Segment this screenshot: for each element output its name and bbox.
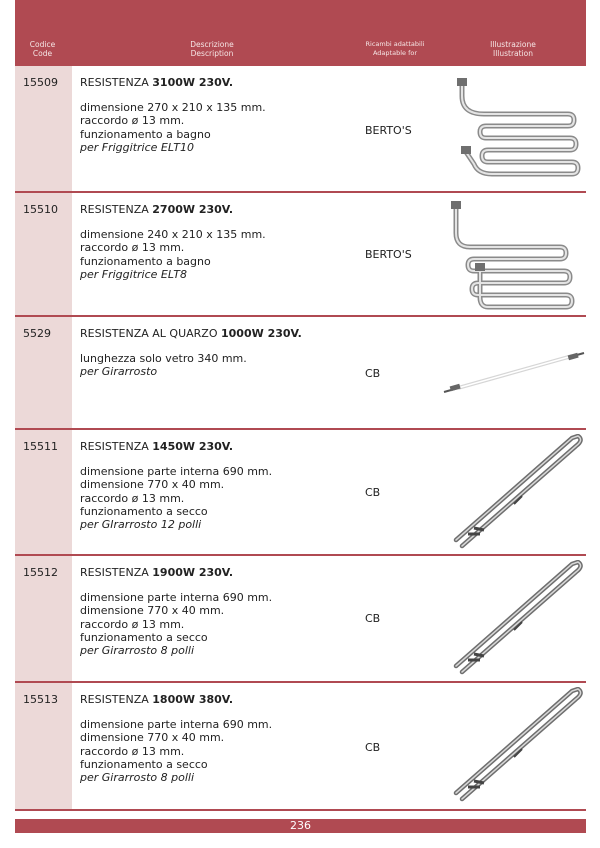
title-prefix: RESISTENZA bbox=[80, 203, 153, 216]
detail-line: dimensione 270 x 210 x 135 mm. bbox=[80, 101, 266, 114]
table-row bbox=[15, 193, 586, 317]
product-title bbox=[80, 693, 233, 706]
u-shaped-heating-element-icon bbox=[440, 434, 586, 552]
product-details bbox=[80, 101, 266, 154]
header-illustration bbox=[460, 40, 566, 58]
detail-line: dimensione 770 x 40 mm. bbox=[80, 731, 225, 745]
header-adapt-it: Ricambi adattabili bbox=[365, 40, 425, 48]
detail-line: raccordo ø 13 mm. bbox=[80, 491, 185, 505]
product-code: 5529 bbox=[23, 327, 51, 340]
product-code: 15511 bbox=[23, 440, 58, 453]
detail-usage: per Girarrosto bbox=[80, 365, 158, 379]
product-details bbox=[80, 465, 272, 531]
detail-line: funzionamento a bagno bbox=[80, 254, 211, 268]
detail-line: raccordo ø 13 mm. bbox=[80, 744, 185, 758]
adaptable-brand: BERTO'S bbox=[365, 124, 412, 137]
detail-line: funzionamento a secco bbox=[80, 504, 208, 518]
product-code: 15510 bbox=[23, 203, 58, 216]
detail-usage: per Girarrosto 8 polli bbox=[80, 771, 195, 785]
u-shaped-heating-element-icon bbox=[440, 560, 586, 678]
detail-usage: per GIrarrosto 12 polli bbox=[80, 518, 202, 532]
product-details bbox=[80, 591, 272, 657]
product-details bbox=[80, 352, 247, 379]
detail-usage: per Girarrosto 8 polli bbox=[80, 644, 195, 658]
adaptable-brand: BERTO'S bbox=[365, 248, 412, 261]
detail-line: dimensione 770 x 40 mm. bbox=[80, 478, 225, 492]
title-rating: 1900W 230V. bbox=[152, 566, 234, 579]
header-code-en: Code bbox=[32, 49, 53, 58]
quartz-tube-element-icon bbox=[440, 321, 586, 421]
header-code bbox=[15, 40, 70, 58]
header-code-it: Codice bbox=[29, 40, 56, 49]
title-rating: 1800W 380V. bbox=[152, 693, 234, 706]
header-adaptable bbox=[345, 40, 445, 58]
header-adapt-en: Adaptable for bbox=[372, 49, 418, 57]
table-header bbox=[15, 0, 586, 66]
detail-usage: per Friggitrice ELT10 bbox=[80, 140, 194, 154]
adaptable-brand: CB bbox=[365, 367, 381, 380]
adaptable-brand: CB bbox=[365, 741, 381, 754]
detail-line: funzionamento a secco bbox=[80, 630, 208, 644]
product-details bbox=[80, 718, 272, 784]
title-prefix: RESISTENZA AL QUARZO bbox=[80, 327, 221, 340]
adaptable-brand: CB bbox=[365, 612, 381, 625]
title-rating: 1000W 230V. bbox=[220, 327, 302, 340]
detail-line: dimensione parte interna 690 mm. bbox=[80, 591, 273, 604]
header-description bbox=[72, 40, 352, 58]
product-code: 15512 bbox=[23, 566, 58, 579]
detail-line: dimensione parte interna 690 mm. bbox=[80, 718, 273, 731]
title-rating: 2700W 230V. bbox=[152, 203, 234, 216]
table-row bbox=[15, 556, 586, 683]
product-title bbox=[80, 327, 302, 340]
title-prefix: RESISTENZA bbox=[80, 76, 153, 89]
serpentine-heating-element-icon bbox=[440, 197, 586, 311]
title-rating: 3100W 230V. bbox=[152, 76, 234, 89]
table-row bbox=[15, 430, 586, 556]
product-title bbox=[80, 566, 233, 579]
detail-line: funzionamento a bagno bbox=[80, 127, 211, 141]
detail-line: raccordo ø 13 mm. bbox=[80, 241, 185, 255]
header-ill-it: Illustrazione bbox=[490, 40, 536, 49]
detail-line: lunghezza solo vetro 340 mm. bbox=[80, 352, 247, 365]
product-title bbox=[80, 440, 233, 453]
header-ill-en: Illustration bbox=[492, 49, 534, 58]
header-desc-it: Descrizione bbox=[190, 40, 234, 49]
table-row bbox=[15, 317, 586, 430]
product-code: 15509 bbox=[23, 76, 58, 89]
detail-line: raccordo ø 13 mm. bbox=[80, 617, 185, 631]
u-shaped-heating-element-icon bbox=[440, 687, 586, 805]
page-number: 236 bbox=[290, 819, 311, 832]
header-desc-en: Description bbox=[190, 49, 234, 58]
title-prefix: RESISTENZA bbox=[80, 566, 153, 579]
detail-line: raccordo ø 13 mm. bbox=[80, 114, 185, 128]
detail-line: funzionamento a secco bbox=[80, 757, 208, 771]
product-code: 15513 bbox=[23, 693, 58, 706]
table-row bbox=[15, 66, 586, 193]
page-footer bbox=[15, 819, 586, 833]
title-rating: 1450W 230V. bbox=[152, 440, 234, 453]
adaptable-brand: CB bbox=[365, 486, 381, 499]
product-title bbox=[80, 76, 233, 89]
detail-line: dimensione 240 x 210 x 135 mm. bbox=[80, 228, 266, 241]
title-prefix: RESISTENZA bbox=[80, 693, 153, 706]
serpentine-heating-element-icon bbox=[440, 70, 586, 188]
product-details bbox=[80, 228, 266, 281]
title-prefix: RESISTENZA bbox=[80, 440, 153, 453]
table-row bbox=[15, 683, 586, 811]
detail-usage: per Friggitrice ELT8 bbox=[80, 267, 187, 281]
detail-line: dimensione parte interna 690 mm. bbox=[80, 465, 273, 478]
product-title bbox=[80, 203, 233, 216]
detail-line: dimensione 770 x 40 mm. bbox=[80, 604, 225, 618]
